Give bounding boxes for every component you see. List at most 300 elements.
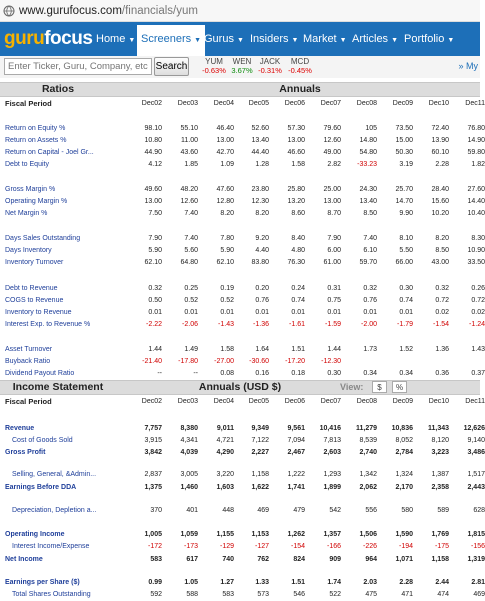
table-cell: 1,357 [323, 531, 341, 538]
table-cell: 64.80 [180, 259, 198, 266]
table-cell: 9,140 [467, 437, 485, 444]
chevron-down-icon: ▼ [391, 37, 398, 44]
table-cell: 0.01 [399, 309, 413, 316]
table-cell: 13.40 [359, 198, 377, 205]
table-cell: 3,005 [180, 471, 198, 478]
table-cell: 7,813 [323, 437, 341, 444]
url-path: /financials/yum [121, 4, 198, 17]
nav-market[interactable]: Market ▼ [303, 33, 347, 45]
ticker-yum[interactable]: YUM -0.63% [202, 57, 226, 75]
table-cell: 1.85 [184, 161, 198, 168]
table-cell: 2,784 [395, 449, 413, 456]
table-cell: 824 [293, 556, 305, 563]
ratio-row-label[interactable]: Dividend Payout Ratio [5, 370, 75, 377]
table-cell: 1,293 [323, 471, 341, 478]
table-cell: 9,011 [216, 425, 234, 432]
ratio-row-label[interactable]: Buyback Ratio [5, 358, 51, 365]
url-text [19, 5, 198, 17]
table-cell: 1,262 [287, 531, 305, 538]
table-cell: 0.32 [435, 285, 449, 292]
table-cell: 8.10 [399, 235, 413, 242]
table-cell: 0.76 [363, 297, 377, 304]
table-cell: -21.40 [142, 358, 162, 365]
table-cell: 1,324 [395, 471, 413, 478]
table-cell: 23.80 [251, 186, 269, 193]
table-cell: 14.70 [395, 198, 413, 205]
table-cell: 54.80 [359, 149, 377, 156]
nav-gurus[interactable]: Gurus ▼ [204, 33, 244, 45]
table-cell: 15.00 [395, 137, 413, 144]
table-cell: 401 [186, 507, 198, 514]
table-cell: 0.76 [255, 297, 269, 304]
table-cell: 0.52 [184, 297, 198, 304]
table-cell: 1,005 [144, 531, 162, 538]
table-cell: 3,842 [144, 449, 162, 456]
table-cell: 3.19 [399, 161, 413, 168]
income-annuals-title: Annuals (USD $) [198, 381, 282, 393]
ratio-row-label[interactable]: Interest Exp. to Revenue % [5, 321, 91, 328]
ticker-wen[interactable]: WEN 3.67% [231, 57, 253, 75]
table-cell: -175 [434, 543, 449, 550]
income-row-label[interactable]: Interest Income/Expense [12, 543, 90, 550]
table-cell: 8.20 [255, 210, 269, 217]
view-dollar-button[interactable]: $ [372, 381, 387, 393]
income-row-label[interactable]: Cost of Goods Sold [12, 437, 73, 444]
table-cell: 49.60 [144, 186, 162, 193]
table-cell: 1,387 [431, 471, 449, 478]
search-button[interactable]: Search [154, 57, 189, 76]
nav-insiders[interactable]: Insiders ▼ [250, 33, 299, 45]
table-cell: 79.60 [323, 125, 341, 132]
nav-screeners[interactable]: Screeners ▼ [137, 22, 205, 56]
period-header-cell: Dec09 [392, 398, 413, 405]
table-cell: 0.30 [327, 370, 341, 377]
period-header-cell: Dec09 [392, 100, 413, 107]
table-cell: 13.00 [323, 198, 341, 205]
table-cell: 3,223 [431, 449, 449, 456]
table-cell: 11,343 [427, 425, 449, 432]
income-row-label[interactable]: Net Income [5, 556, 43, 563]
period-header-cell: Dec08 [356, 100, 377, 107]
view-percent-button[interactable]: % [392, 381, 407, 393]
table-cell: 72.40 [431, 125, 449, 132]
chevron-down-icon: ▼ [128, 37, 136, 44]
table-cell: 8,120 [431, 437, 449, 444]
table-cell: 8.50 [435, 247, 449, 254]
table-cell: 42.70 [216, 149, 234, 156]
table-cell: 1,622 [251, 484, 269, 491]
table-cell: -1.54 [433, 321, 449, 328]
search-input[interactable] [4, 58, 152, 75]
nav-home[interactable]: Home ▼ [96, 33, 136, 45]
table-cell: 1,319 [467, 556, 485, 563]
table-cell: 9,349 [251, 425, 269, 432]
table-cell: 1,506 [359, 531, 377, 538]
ratio-row-label[interactable]: Return on Assets % [5, 137, 67, 144]
table-cell: 46.40 [216, 125, 234, 132]
period-header-cell: Dec10 [428, 398, 449, 405]
table-cell: 11,279 [355, 425, 377, 432]
table-cell: 2.82 [327, 161, 341, 168]
table-cell: 4.80 [291, 247, 305, 254]
table-cell: -1.24 [469, 321, 485, 328]
table-cell: 9.20 [255, 235, 269, 242]
table-cell: 14.40 [467, 198, 485, 205]
table-cell: 1.05 [184, 579, 198, 586]
table-cell: -173 [183, 543, 198, 550]
table-cell: 1.73 [363, 346, 377, 353]
table-cell: 0.74 [291, 297, 305, 304]
table-cell: 1.44 [327, 346, 341, 353]
table-cell: 2,358 [431, 484, 449, 491]
table-cell: 1,158 [251, 471, 269, 478]
table-cell: 0.20 [255, 285, 269, 292]
ratio-row-label[interactable]: Net Margin % [5, 210, 48, 217]
table-cell: 7.40 [184, 210, 198, 217]
table-cell: 1,375 [144, 484, 162, 491]
ratio-row-label[interactable]: Operating Margin % [5, 198, 68, 205]
table-cell: 1.27 [220, 579, 234, 586]
ratio-row-label[interactable]: Gross Margin % [5, 186, 56, 193]
ratio-row-label[interactable]: Days Sales Outstanding [5, 235, 81, 242]
table-cell: 0.37 [471, 370, 485, 377]
table-cell: 46.60 [287, 149, 305, 156]
table-cell: 55.10 [180, 125, 198, 132]
table-cell: 7,094 [287, 437, 305, 444]
table-cell: 0.34 [399, 370, 413, 377]
table-cell: 98.10 [144, 125, 162, 132]
table-cell: 12.80 [216, 198, 234, 205]
table-cell: 522 [329, 591, 341, 598]
period-header-cell: Dec03 [177, 398, 198, 405]
table-cell: 542 [329, 507, 341, 514]
table-cell: -2.22 [146, 321, 162, 328]
table-cell: 0.18 [291, 370, 305, 377]
period-header-cell: Dec05 [248, 100, 269, 107]
income-statement-title: Income Statement [12, 381, 104, 393]
table-cell: 2,062 [359, 484, 377, 491]
table-cell: 475 [365, 591, 377, 598]
table-cell: 25.70 [395, 186, 413, 193]
table-cell: 76.80 [467, 125, 485, 132]
ratios-annuals-title: Annuals [279, 83, 321, 95]
ticker-mcd[interactable]: MCD -0.45% [288, 57, 312, 75]
ratios-title: Ratios [41, 83, 75, 95]
table-cell: -- [157, 370, 162, 377]
table-cell: -17.80 [178, 358, 198, 365]
table-cell: 0.01 [220, 309, 234, 316]
table-cell: 73.50 [395, 125, 413, 132]
table-cell: 1.51 [291, 346, 305, 353]
table-cell: 1.44 [148, 346, 162, 353]
table-cell: 3,220 [216, 471, 234, 478]
table-cell: 28.40 [431, 186, 449, 193]
income-row-label[interactable]: Depreciation, Depletion a... [12, 507, 97, 514]
table-cell: 7.80 [220, 235, 234, 242]
table-cell: 8.70 [327, 210, 341, 217]
table-cell: 1.58 [291, 161, 305, 168]
table-cell: 1,222 [287, 471, 305, 478]
income-row-label[interactable]: Gross Profit [5, 449, 46, 456]
table-cell: 62.10 [144, 259, 162, 266]
table-cell: 0.52 [220, 297, 234, 304]
income-row-label[interactable]: Selling, General, &Admin... [12, 471, 97, 478]
globe-icon [3, 5, 15, 17]
table-cell: 25.80 [287, 186, 305, 193]
table-cell: 14.90 [467, 137, 485, 144]
period-header-cell: Dec08 [356, 398, 377, 405]
ratio-row-label[interactable]: Return on Capital - Joel Gr... [5, 149, 94, 156]
table-cell: 44.40 [251, 149, 269, 156]
table-cell: 0.02 [471, 309, 485, 316]
table-cell: 0.01 [184, 309, 198, 316]
table-cell: 2.81 [471, 579, 485, 586]
table-cell: 1.82 [471, 161, 485, 168]
table-cell: 3,915 [144, 437, 162, 444]
period-header-cell: Dec10 [428, 100, 449, 107]
my-portfolio-link[interactable]: » My [458, 61, 478, 71]
table-cell: 1,899 [323, 484, 341, 491]
ratio-row-label[interactable]: Return on Equity % [5, 125, 66, 132]
table-cell: -156 [470, 543, 485, 550]
period-header-cell: Dec05 [248, 398, 269, 405]
nav-articles[interactable]: Articles ▼ [352, 33, 398, 45]
table-cell: 1,769 [431, 531, 449, 538]
table-cell: -12.30 [321, 358, 341, 365]
income-row-label[interactable]: Total Shares Outstanding [12, 591, 91, 598]
table-cell: 47.60 [216, 186, 234, 193]
period-header-cell: Dec07 [320, 398, 341, 405]
table-cell: -30.60 [249, 358, 269, 365]
table-cell: 0.99 [148, 579, 162, 586]
period-header-cell: Dec06 [284, 100, 305, 107]
table-cell: 588 [186, 591, 198, 598]
table-cell: 0.02 [435, 309, 449, 316]
table-cell: 2.28 [399, 579, 413, 586]
table-cell: 1,155 [216, 531, 234, 538]
table-cell: -1.79 [397, 321, 413, 328]
table-cell: 1.74 [327, 579, 341, 586]
ratio-row-label[interactable]: Debt to Equity [5, 161, 49, 168]
ratio-row-label[interactable]: Debt to Revenue [5, 285, 58, 292]
table-cell: 479 [293, 507, 305, 514]
table-cell: 1,815 [467, 531, 485, 538]
table-cell: 2,740 [359, 449, 377, 456]
table-cell: 4.40 [255, 247, 269, 254]
table-cell: 0.26 [471, 285, 485, 292]
period-header-cell: Dec11 [465, 100, 485, 107]
table-cell: -- [193, 370, 198, 377]
table-cell: 27.60 [467, 186, 485, 193]
table-cell: 8.20 [220, 210, 234, 217]
table-cell: -2.06 [182, 321, 198, 328]
main-navigation [0, 22, 480, 56]
table-cell: 2.03 [363, 579, 377, 586]
table-cell: 10,416 [319, 425, 341, 432]
table-cell: 7.40 [184, 235, 198, 242]
period-header-cell: Dec04 [213, 100, 234, 107]
table-cell: 2,467 [287, 449, 305, 456]
table-cell: 1,603 [216, 484, 234, 491]
income-statement-header [0, 380, 480, 395]
table-cell: 43.00 [431, 259, 449, 266]
table-cell: -1.61 [289, 321, 305, 328]
table-cell: 9.90 [399, 210, 413, 217]
url-host: www.gurufocus.com [19, 4, 122, 17]
table-cell: 1.52 [399, 346, 413, 353]
table-cell: -127 [254, 543, 269, 550]
table-cell: 964 [365, 556, 377, 563]
table-cell: 0.72 [435, 297, 449, 304]
table-cell: 3,486 [467, 449, 485, 456]
table-cell: 617 [186, 556, 198, 563]
table-cell: 7.90 [148, 235, 162, 242]
table-cell: 1,460 [180, 484, 198, 491]
table-cell: 7.50 [148, 210, 162, 217]
table-cell: 10.20 [431, 210, 449, 217]
table-cell: 12.60 [323, 137, 341, 144]
table-cell: 1,059 [180, 531, 198, 538]
table-cell: 1,342 [359, 471, 377, 478]
table-cell: 0.32 [148, 285, 162, 292]
table-cell: -1.36 [253, 321, 269, 328]
table-cell: 8,380 [180, 425, 198, 432]
table-cell: 13.00 [216, 137, 234, 144]
table-cell: 5.90 [220, 247, 234, 254]
period-header-cell: Dec02 [141, 398, 162, 405]
table-cell: 25.00 [323, 186, 341, 193]
table-cell: 13.00 [144, 198, 162, 205]
table-cell: -166 [326, 543, 341, 550]
table-cell: 2.44 [435, 579, 449, 586]
table-cell: 1.36 [435, 346, 449, 353]
chevron-down-icon: ▼ [339, 37, 347, 44]
table-cell: 6.10 [363, 247, 377, 254]
table-cell: 762 [257, 556, 269, 563]
table-cell: 0.74 [399, 297, 413, 304]
table-cell: 7.40 [363, 235, 377, 242]
income-row-label[interactable]: Earnings per Share ($) [5, 579, 80, 586]
table-cell: 1,741 [287, 484, 305, 491]
table-cell: 583 [222, 591, 234, 598]
table-cell: 10.40 [467, 210, 485, 217]
table-cell: 1.49 [184, 346, 198, 353]
income-row-label[interactable]: Earnings Before DDA [5, 484, 77, 491]
ratio-row-label[interactable]: Inventory to Revenue [5, 309, 72, 316]
table-cell: 0.01 [255, 309, 269, 316]
ratios-section-header [0, 82, 480, 97]
table-cell: 546 [293, 591, 305, 598]
table-cell: -129 [219, 543, 234, 550]
search-bar-row [0, 56, 480, 78]
table-cell: 628 [473, 507, 485, 514]
table-cell: 0.08 [220, 370, 234, 377]
income-row-label[interactable]: Revenue [5, 425, 35, 432]
table-cell: 6.00 [327, 247, 341, 254]
table-cell: 0.75 [327, 297, 341, 304]
table-cell: 11.00 [181, 137, 198, 144]
table-cell: 43.60 [180, 149, 198, 156]
table-cell: 2,170 [395, 484, 413, 491]
table-cell: 8.50 [363, 210, 377, 217]
table-cell: 4,341 [180, 437, 198, 444]
table-cell: 57.30 [287, 125, 305, 132]
table-cell: 0.24 [291, 285, 305, 292]
table-cell: 83.80 [251, 259, 269, 266]
table-cell: 52.60 [251, 125, 269, 132]
table-cell: 0.01 [148, 309, 162, 316]
table-cell: 7,122 [251, 437, 269, 444]
nav-portfolio[interactable]: Portfolio ▼ [404, 33, 455, 45]
ticker-jack[interactable]: JACK -0.31% [258, 57, 282, 75]
table-cell: 0.30 [399, 285, 413, 292]
table-cell: 12.60 [180, 198, 198, 205]
table-cell: 583 [150, 556, 162, 563]
table-cell: 1.51 [291, 579, 305, 586]
table-cell: 4.12 [148, 161, 162, 168]
table-cell: 0.01 [291, 309, 305, 316]
table-cell: 474 [437, 591, 449, 598]
gurufocus-logo[interactable]: gurufocus [4, 28, 93, 49]
table-cell: 469 [473, 591, 485, 598]
period-header-cell: Dec04 [213, 398, 234, 405]
table-cell: -2.00 [361, 321, 377, 328]
table-cell: -17.20 [285, 358, 305, 365]
table-cell: 8.30 [471, 235, 485, 242]
table-cell: 0.50 [148, 297, 162, 304]
table-cell: 5.60 [184, 247, 198, 254]
fiscal-period-label: Fiscal Period [5, 397, 52, 406]
chevron-down-icon: ▼ [194, 37, 202, 44]
table-cell: -1.43 [218, 321, 234, 328]
income-row-label[interactable]: Operating Income [5, 531, 65, 538]
table-cell: 10.90 [467, 247, 485, 254]
table-cell: 2,837 [144, 471, 162, 478]
period-header-cell: Dec03 [177, 100, 198, 107]
table-cell: 14.80 [359, 137, 377, 144]
ratio-row-label[interactable]: COGS to Revenue [5, 297, 64, 304]
chevron-down-icon: ▼ [291, 37, 299, 44]
address-bar[interactable] [0, 0, 480, 22]
table-cell: 8.40 [291, 235, 305, 242]
table-cell: 59.70 [359, 259, 377, 266]
table-cell: 8,052 [395, 437, 413, 444]
table-cell: 10,836 [391, 425, 413, 432]
table-cell: 1.64 [255, 346, 269, 353]
table-cell: 9,561 [287, 425, 305, 432]
table-cell: 4,290 [216, 449, 234, 456]
table-cell: 556 [365, 507, 377, 514]
table-cell: 4,721 [216, 437, 234, 444]
table-cell: 12.30 [251, 198, 269, 205]
period-header-cell: Dec02 [141, 100, 162, 107]
ratio-row-label[interactable]: Days Inventory [5, 247, 52, 254]
table-cell: 105 [365, 125, 377, 132]
ratio-row-label[interactable]: Asset Turnover [5, 346, 53, 353]
table-cell: 1,071 [395, 556, 413, 563]
table-cell: 0.31 [327, 285, 341, 292]
table-cell: 60.10 [431, 149, 449, 156]
table-cell: 1.09 [220, 161, 234, 168]
table-cell: -226 [362, 543, 377, 550]
table-cell: 62.10 [216, 259, 234, 266]
table-cell: 7.90 [327, 235, 341, 242]
table-cell: 61.00 [323, 259, 341, 266]
table-cell: 44.90 [144, 149, 162, 156]
table-cell: 8,539 [359, 437, 377, 444]
ratio-row-label[interactable]: Inventory Turnover [5, 259, 64, 266]
table-cell: 0.01 [363, 309, 377, 316]
